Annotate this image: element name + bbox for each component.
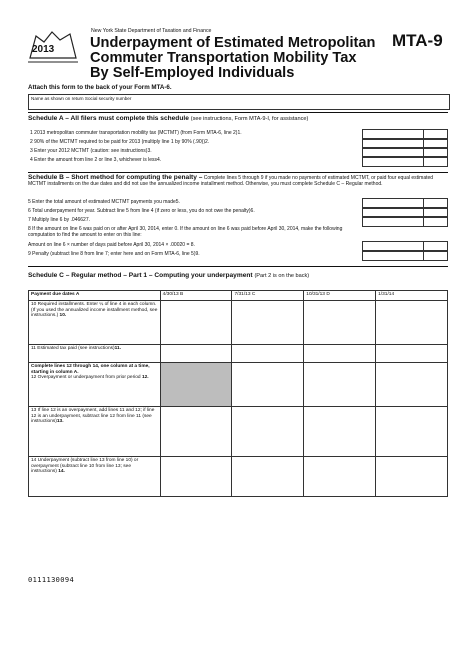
schedule-c-heading: Schedule C – Regular method – Part 1 – Computing your underpayment (28, 272, 253, 279)
title-line: Commuter Transportation Mobility Tax (90, 50, 357, 66)
line-7-amount[interactable] (362, 216, 448, 227)
ssn-input[interactable] (290, 101, 440, 107)
line-3: 3 Enter your 2012 MCTMT (caution: see instructions)3. (30, 148, 152, 154)
table-cell[interactable] (232, 363, 304, 407)
schedule-b-lines (28, 199, 358, 260)
line-5: 5 Enter the total amount of estimated MCTMT payments you made5. (28, 199, 180, 205)
table-row (29, 457, 448, 497)
line-4: 4 Enter the amount from line 2 or line 3, whichever is less4. (30, 157, 162, 163)
column-header: 7/31/13 C (232, 291, 304, 301)
row-label: 11 Estimated tax paid (see instructions)11. (29, 345, 161, 363)
name-input[interactable] (30, 101, 280, 107)
form-id: MTA-9 (392, 31, 443, 50)
table-row (29, 407, 448, 457)
line-9-amount[interactable] (362, 250, 448, 261)
table-cell[interactable] (304, 407, 376, 457)
form-title (90, 36, 380, 81)
table-cell[interactable] (376, 363, 448, 407)
department-name: New York State Department of Taxation and Finance (91, 28, 212, 34)
schedule-c-subtitle: (Part 2 is on the back) (254, 273, 310, 279)
table-cell[interactable] (232, 457, 304, 497)
line-9: 9 Penalty (subtract line 8 from line 7; enter here and on Form MTA-6, line 5)9. (28, 251, 200, 257)
row-label: 13 If line 12 is an overpayment, add lines 11 and 12; if line 12 is an underpayment, subtract line 12 from line 11 (see instructions)13. (29, 407, 161, 457)
column-header: 1/31/14 (376, 291, 448, 301)
table-header-row (29, 291, 448, 301)
form-year: 2013 (32, 44, 55, 55)
line-4-amount[interactable] (362, 156, 448, 167)
schedule-b-intro (28, 175, 448, 188)
table-cell[interactable] (376, 457, 448, 497)
schedule-a-lines (30, 130, 360, 166)
schedule-b-intro-text: Complete lines 5 through 9 if you made no payments of estimated MCTMT, or paid four equal estimated MCTMT installments on the due dates and did not use the annualized income installment method. Otherwise, you must complete Schedule C – Regular method. (28, 175, 434, 188)
shaded-cell (160, 363, 232, 407)
column-header: 4/30/13 B (160, 291, 232, 301)
table-row (29, 363, 448, 407)
title-line: By Self-Employed Individuals (90, 65, 295, 81)
table-cell[interactable] (160, 345, 232, 363)
table-cell[interactable] (376, 407, 448, 457)
table-cell[interactable] (376, 301, 448, 345)
line-6: 6 Total underpayment for year. Subtract line 5 from line 4 (if zero or less, you do not owe the penalty)6. (28, 208, 255, 214)
name-label: Name as shown on return (31, 96, 84, 101)
schedule-c-title (28, 272, 309, 279)
title-line: Underpayment of Estimated Metropolitan (90, 35, 376, 51)
payment-due-label: Payment due dates A (29, 291, 161, 301)
row-label: Complete lines 12 through 14, one column at a time, starting in column A. 12 Overpayment or underpayment from prior period 12. (29, 363, 161, 407)
line-8: Amount on line 6 × number of days paid before April 30, 2014 × .00020 = 8. (28, 242, 195, 248)
ssn-label: Social security number (84, 96, 132, 101)
table-cell[interactable] (232, 345, 304, 363)
schedule-a-subtitle: (see instructions, Form MTA-9-I, for assistance) (190, 116, 309, 122)
barcode-number: 0111130094 (28, 576, 75, 584)
table-row (29, 301, 448, 345)
attach-note: Attach this form to the back of your Form MTA-6. (28, 84, 172, 91)
section-divider (28, 266, 448, 267)
table-cell[interactable] (376, 345, 448, 363)
table-cell[interactable] (232, 407, 304, 457)
table-cell[interactable] (160, 407, 232, 457)
table-cell[interactable] (304, 457, 376, 497)
schedule-b-heading: Schedule B – Short method for computing the penalty – (28, 174, 203, 181)
table-cell[interactable] (304, 363, 376, 407)
schedule-c-table (28, 290, 448, 497)
line-2: 2 90% of the MCTMT required to be paid for 2013 (multiply line 1 by 90% (.90))2. (30, 139, 210, 145)
table-cell[interactable] (160, 301, 232, 345)
line-8-instructions: 8 If the amount on line 6 was paid on or after April 30, 2014, enter 0. If the amount on line 6 was paid before April 30, 2014, make the following computation to find the amount to enter on this line: (28, 226, 343, 239)
line-7: 7 Multiply line 6 by .046627. (28, 217, 90, 223)
table-cell[interactable] (160, 457, 232, 497)
table-row (29, 345, 448, 363)
row-label: 10 Required installments. Enter ¼ of line 4 in each column. (If you used the annualized income installment method, see instructions.) 10. (29, 301, 161, 345)
section-divider (28, 112, 448, 113)
line-1: 1 2013 metropolitan commuter transportation mobility tax (MCTMT) (from Form MTA-6, line 2)1. (30, 130, 242, 136)
column-header: 10/31/13 D (304, 291, 376, 301)
table-cell[interactable] (304, 301, 376, 345)
table-cell[interactable] (304, 345, 376, 363)
schedule-a-heading: Schedule A – All filers must complete this schedule (28, 115, 189, 122)
table-cell[interactable] (232, 301, 304, 345)
schedule-a-title (28, 115, 308, 122)
row-label: 14 Underpayment (subtract line 13 from line 10) or overpayment (subtract line 10 from line 13; see instructions) 14. (29, 457, 161, 497)
